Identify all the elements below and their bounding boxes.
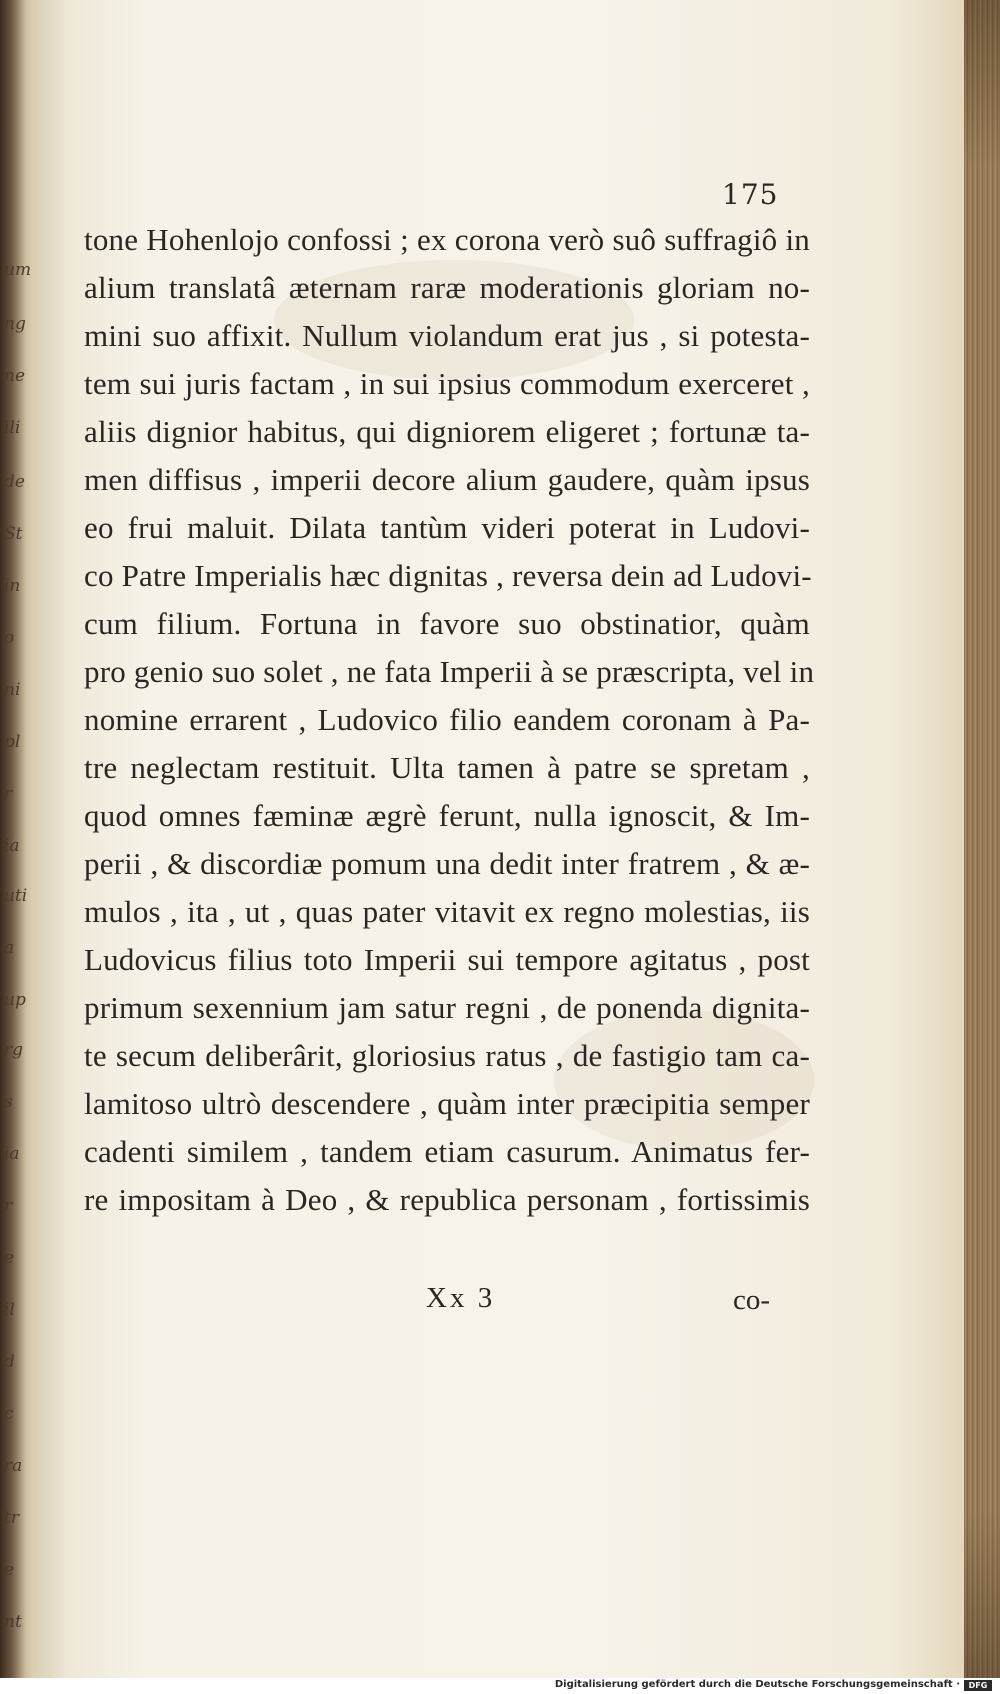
catchword: co- <box>733 1284 771 1316</box>
facing-page-fragment: uti <box>4 888 28 905</box>
facing-page-fragment: o <box>4 630 15 647</box>
facing-page-fragment: ni <box>4 682 21 699</box>
facing-page-fragment: d <box>4 1354 15 1371</box>
text-line: tre neglectam restituit. Ulta tamen à patre se spretam , <box>84 750 810 785</box>
facing-page-fragment: in <box>4 578 21 595</box>
facing-page-fragment: nt <box>4 1614 22 1631</box>
facing-page-fragment: tr <box>4 1510 19 1527</box>
text-line: cum filium. Fortuna in favore suo obstinatior, quàm <box>84 606 810 641</box>
text-line: Ludovicus filius toto Imperii sui tempore agitatus , post <box>84 942 810 977</box>
text-line: men diffisus , imperii decore alium gaudere, quàm ipsus <box>84 462 810 497</box>
text-line: alium translatâ æternam raræ moderationis gloriam no- <box>84 270 810 305</box>
text-line: nomine errarent , Ludovico filio eandem coronam à Pa- <box>84 702 810 737</box>
text-line: quod omnes fæminæ ægrè ferunt, nulla ignoscit, & Im- <box>84 798 810 833</box>
text-line: mini suo affixit. Nullum violandum erat jus , si potesta- <box>84 318 810 353</box>
facing-page-fragment: de <box>4 474 25 491</box>
body-text <box>84 216 815 1224</box>
text-line: tone Hohenlojo confossi ; ex corona verò suô suffragiô in <box>84 222 810 257</box>
funding-credit: Digitalisierung gefördert durch die Deutsche Forschungsgemeinschaft · <box>554 1679 960 1690</box>
text-line: cadenti similem , tandem etiam casurum. Animatus fer- <box>84 1134 810 1169</box>
facing-page-fragment: ili <box>4 420 21 437</box>
facing-page-fragment: r <box>4 1198 13 1215</box>
text-line: aliis dignior habitus, qui digniorem eligeret ; fortunæ ta- <box>84 414 810 449</box>
facing-page-fragment: c <box>4 1406 14 1423</box>
text-line: co Patre Imperialis hæc dignitas , reversa dein ad Ludovi- <box>84 558 812 593</box>
facing-page-fragment: e <box>4 1250 15 1267</box>
text-line: mulos , ita , ut , quas pater vitavit ex regno molestias, iis <box>84 894 810 929</box>
page-block-shade <box>964 0 1000 1678</box>
facing-page-fragment: ne <box>4 368 26 385</box>
facing-page-fragment: il <box>4 1302 15 1319</box>
text-line: pro genio suo solet , ne fata Imperii à se præscripta, vel in <box>84 654 815 689</box>
facing-page-fragment: St <box>4 526 23 543</box>
facing-page-fragment: ia <box>4 1146 20 1163</box>
text-line: tem sui juris factam , in sui ipsius commodum exerceret , <box>84 366 810 401</box>
facing-page-fragment: ia <box>4 838 20 855</box>
text-line: re impositam à Deo , & republica personam , fortissimis <box>84 1182 810 1217</box>
facing-page-fragment: pl <box>4 734 21 751</box>
facing-page-fragment: up <box>4 992 26 1009</box>
facing-page-fragment: a <box>4 940 15 957</box>
dfg-logo: DFG <box>964 1680 992 1691</box>
facing-page-fragment: r <box>4 786 13 803</box>
digitization-footer <box>0 1678 1000 1694</box>
facing-page-fragment: rg <box>4 1042 24 1059</box>
page-number: 175 <box>722 178 779 211</box>
text-line: primum sexennium jam satur regni , de ponenda dignita- <box>84 990 810 1025</box>
text-line: lamitoso ultrò descendere , quàm inter præcipitia semper <box>84 1086 810 1121</box>
facing-page-fragment: e <box>4 1562 15 1579</box>
book-page <box>34 0 964 1678</box>
signature-mark: Xx 3 <box>426 1282 496 1314</box>
text-line: te secum deliberârit, gloriosius ratus , de fastigio tam ca- <box>84 1038 810 1073</box>
facing-page-fragment: ng <box>4 316 26 333</box>
facing-page-fragment: um <box>4 262 32 279</box>
facing-page-fragment: s <box>4 1094 13 1111</box>
facing-page-fragment: ra <box>4 1458 23 1475</box>
text-line: eo frui maluit. Dilata tantùm videri poterat in Ludovi- <box>84 510 810 545</box>
text-line: perii , & discordiæ pomum una dedit inter fratrem , & æ- <box>84 846 810 881</box>
facing-page-edge <box>0 0 34 1678</box>
